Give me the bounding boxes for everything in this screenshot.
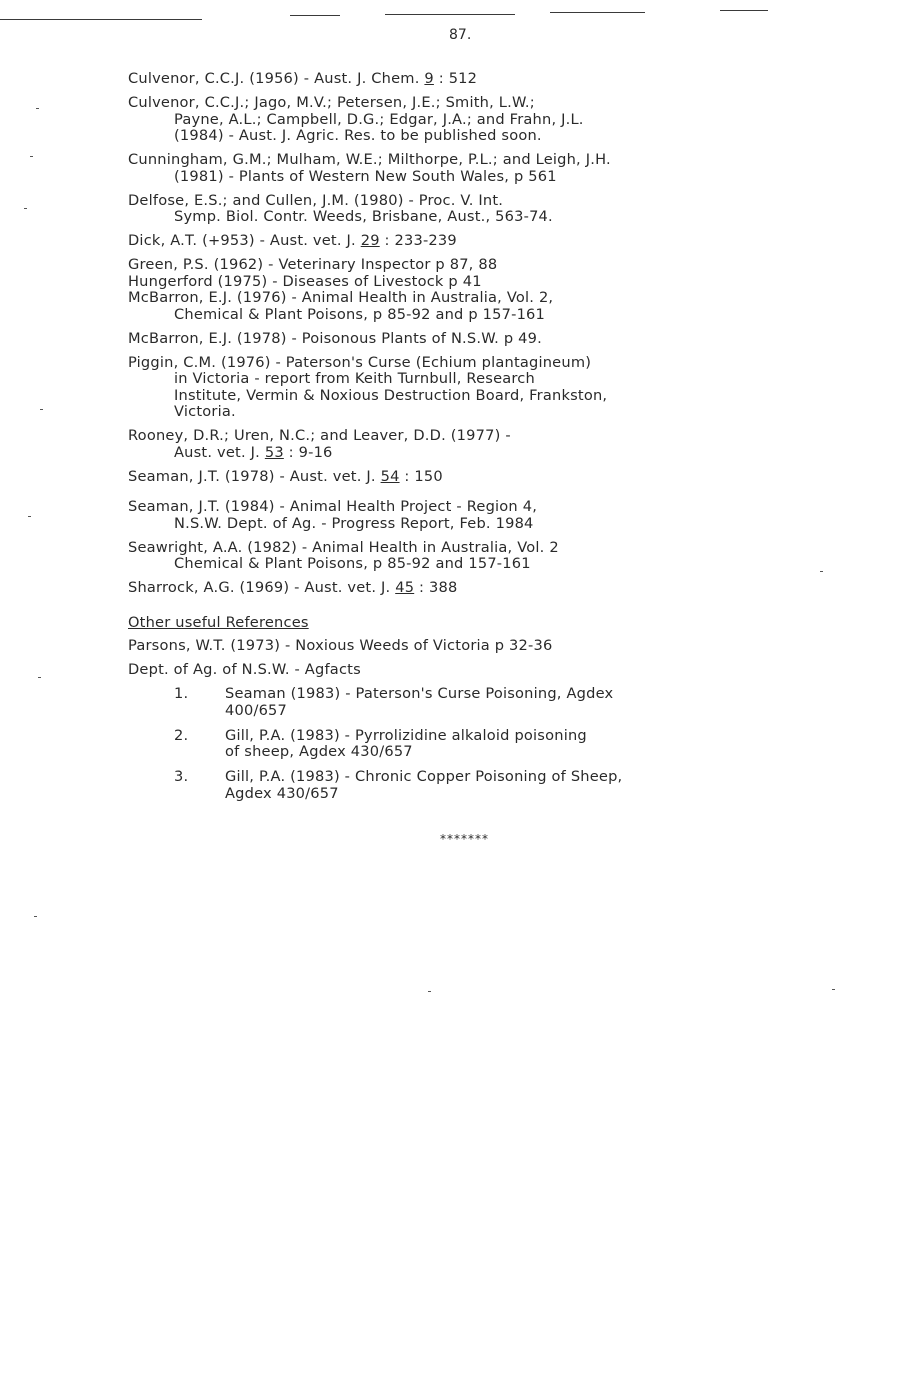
reference-entry	[128, 428, 768, 461]
list-item	[174, 728, 768, 761]
reference-text: in Victoria - report from Keith Turnbull, Research	[174, 370, 535, 387]
reference-text: Rooney, D.R.; Uren, N.C.; and Leaver, D.D. (1977) -	[128, 427, 511, 444]
reference-entry	[128, 95, 768, 145]
reference-text: McBarron, E.J. (1976) - Animal Health in Australia, Vol. 2,	[128, 289, 554, 306]
reference-entry	[128, 290, 768, 323]
reference-text: : 150	[399, 467, 443, 485]
top-rule	[290, 15, 340, 16]
reference-text: Institute, Vermin & Noxious Destruction Board, Frankston,	[174, 386, 608, 404]
agfacts-heading	[128, 662, 768, 679]
reference-list	[128, 71, 768, 811]
reference-text: Dick, A.T. (+953) - Aust. vet. J.	[128, 232, 361, 249]
reference-entry	[128, 499, 768, 532]
reference-text: Dept. of Ag. of N.S.W. - Agfacts	[128, 661, 361, 678]
reference-entry	[128, 233, 768, 250]
volume-number: 45	[395, 579, 415, 596]
reference-entry	[128, 331, 768, 348]
reference-text: Agdex 430/657	[225, 784, 339, 802]
reference-text: Aust. vet. J.	[174, 443, 265, 461]
reference-text: Hungerford (1975) - Diseases of Livestock p 41	[128, 272, 482, 290]
other-references-heading: Other useful References	[128, 613, 309, 631]
scan-speck	[820, 571, 823, 572]
reference-text: Chemical & Plant Poisons, p 85-92 and 157-161	[174, 555, 531, 572]
top-rule	[385, 14, 515, 15]
reference-text: : 512	[433, 70, 478, 87]
scan-speck	[40, 409, 43, 410]
reference-text: Green, P.S. (1962) - Veterinary Inspector p 87, 88	[128, 256, 498, 273]
reference-text: N.S.W. Dept. of Ag. - Progress Report, Feb. 1984	[174, 514, 534, 532]
reference-text: Sharrock, A.G. (1969) - Aust. vet. J.	[128, 579, 396, 596]
volume-number: 9	[424, 70, 434, 87]
scan-speck	[34, 916, 37, 917]
reference-text: Gill, P.A. (1983) - Chronic Copper Poisoning of Sheep,	[225, 768, 623, 785]
reference-text: Payne, A.L.; Campbell, D.G.; Edgar, J.A.; and Frahn, J.L.	[174, 110, 584, 128]
volume-number: 29	[360, 232, 380, 249]
scan-speck	[38, 677, 41, 678]
reference-line	[128, 445, 768, 462]
list-item-body	[225, 769, 622, 802]
scan-speck	[30, 156, 33, 157]
list-number: 3.	[174, 768, 189, 785]
reference-entry	[128, 152, 768, 185]
agfacts-list	[128, 686, 768, 802]
list-item-body	[225, 728, 587, 761]
reference-text: Seaman, J.T. (1984) - Animal Health Project - Region 4,	[128, 498, 538, 515]
volume-number: 53	[264, 443, 284, 461]
reference-text: Seawright, A.A. (1982) - Animal Health in Australia, Vol. 2	[128, 538, 559, 556]
reference-text: Symp. Biol. Contr. Weeds, Brisbane, Aust., 563-74.	[174, 208, 553, 225]
reference-text: Delfose, E.S.; and Cullen, J.M. (1980) - Proc. V. Int.	[128, 191, 504, 209]
reference-text: Gill, P.A. (1983) - Pyrrolizidine alkaloid poisoning	[225, 726, 587, 744]
list-number: 2.	[174, 726, 189, 744]
reference-text: of sheep, Agdex 430/657	[225, 743, 413, 760]
reference-text: Cunningham, G.M.; Mulham, W.E.; Milthorpe, P.L.; and Leigh, J.H.	[128, 151, 611, 168]
reference-text: Parsons, W.T. (1973) - Noxious Weeds of Victoria p 32-36	[128, 637, 553, 654]
reference-entry	[128, 71, 768, 88]
reference-text: (1984) - Aust. J. Agric. Res. to be published soon.	[174, 127, 542, 144]
reference-text: (1981) - Plants of Western New South Wales, p 561	[174, 167, 557, 185]
reference-text: : 388	[414, 579, 458, 596]
reference-entry	[128, 540, 768, 573]
end-mark: *******	[440, 832, 489, 846]
scan-speck	[832, 989, 835, 990]
list-number: 1.	[174, 685, 189, 702]
reference-text: Chemical & Plant Poisons, p 85-92 and p 157-161	[174, 305, 546, 323]
scan-speck	[36, 108, 39, 109]
list-item-body	[225, 686, 613, 719]
reference-text: Victoria.	[174, 403, 236, 420]
list-item	[174, 769, 768, 802]
reference-text: Seaman, J.T. (1978) - Aust. vet. J.	[128, 467, 381, 485]
reference-text: Seaman (1983) - Paterson's Curse Poisoning, Agdex	[225, 685, 614, 702]
reference-text: 400/657	[225, 701, 288, 719]
page-number: 87.	[449, 27, 472, 43]
list-item	[174, 686, 768, 719]
scan-speck	[428, 991, 431, 992]
reference-text: Culvenor, C.C.J.; Jago, M.V.; Petersen, J.E.; Smith, L.W.;	[128, 94, 535, 111]
reference-entry	[128, 580, 768, 597]
scan-speck	[24, 208, 27, 209]
reference-entry	[128, 469, 768, 486]
reference-text: Culvenor, C.C.J. (1956) - Aust. J. Chem.	[128, 70, 425, 87]
reference-entry	[128, 638, 768, 655]
scan-speck	[28, 516, 31, 517]
reference-entry	[128, 257, 768, 274]
top-rule	[720, 10, 768, 11]
volume-number: 54	[380, 467, 400, 485]
reference-entry	[128, 274, 768, 291]
reference-text: McBarron, E.J. (1978) - Poisonous Plants of N.S.W. p 49.	[128, 329, 542, 347]
top-rule	[550, 12, 645, 13]
reference-text: : 233-239	[379, 232, 457, 249]
reference-entry	[128, 193, 768, 226]
reference-text: Piggin, C.M. (1976) - Paterson's Curse (Echium plantagineum)	[128, 353, 592, 371]
top-rule	[0, 19, 202, 20]
reference-entry	[128, 355, 768, 421]
reference-text: : 9-16	[283, 443, 333, 461]
